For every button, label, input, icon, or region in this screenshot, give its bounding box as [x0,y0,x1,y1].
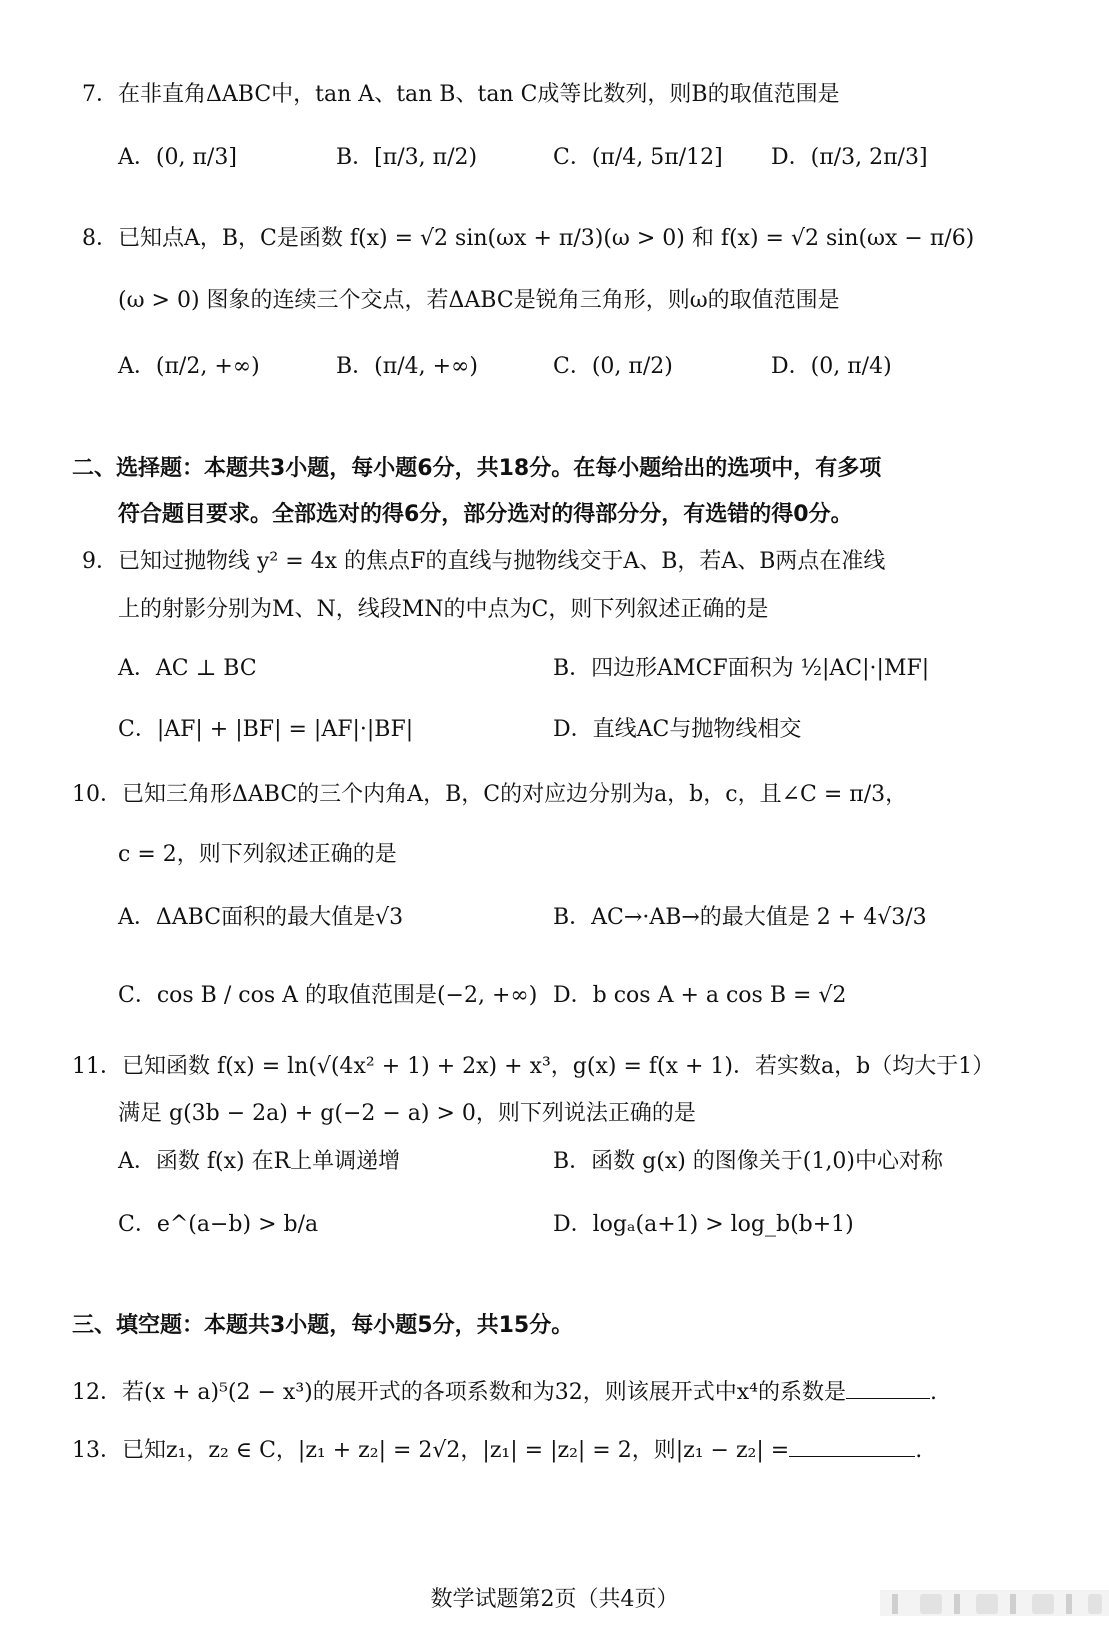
scan-marks-icon [880,1588,1109,1616]
q7-stem: 7．在非直角ΔABC中，tan A、tan B、tan C成等比数列，则B的取值范围是 [82,82,840,107]
q11-option-a: A．函数 f(x) 在R上单调递增 [118,1149,401,1174]
q13-stem-end: . [915,1438,923,1463]
q11-option-c: C．e^(a−b) > b/a [118,1212,319,1237]
q10-option-b: B．AC→·AB→的最大值是 2 + 4√3/3 [553,905,927,930]
q9-option-c: C．|AF| + |BF| = |AF|·|BF| [118,717,414,742]
page-footer: 数学试题第2页（共4页） [430,1587,679,1612]
q11-option-d: D．logₐ(a+1) > log_b(b+1) [553,1212,854,1237]
q11-stem-line1: 11．已知函数 f(x) = ln(√(4x² + 1) + 2x) + x³，g(x) = f(x + 1)．若实数a，b（均大于1） [72,1054,995,1079]
q12-stem-text: 12．若(x + a)⁵(2 − x³)的展开式的各项系数和为32，则该展开式中x⁴的系数是 [72,1380,846,1405]
q8-stem-line2: (ω > 0) 图象的连续三个交点，若ΔABC是锐角三角形，则ω的取值范围是 [118,288,840,313]
q8-stem-line1: 8．已知点A，B，C是函数 f(x) = √2 sin(ωx + π/3)(ω > 0) 和 f(x) = √2 sin(ωx − π/6) [82,226,975,251]
q9-option-a: A．AC ⊥ BC [118,656,257,681]
q10-stem-line1: 10．已知三角形ΔABC的三个内角A，B，C的对应边分别为a，b，c，且∠C = π/3， [72,782,908,807]
q9-option-b: B．四边形AMCF面积为 ½|AC|·|MF| [553,656,930,681]
q7-option-d: D．(π/3, 2π/3] [771,145,928,170]
q12-stem-end: . [929,1380,937,1405]
q13-answer-blank[interactable] [789,1436,915,1457]
q8-option-d: D．(0, π/4) [771,354,892,379]
section-2-heading-line2: 符合题目要求。全部选对的得6分，部分选对的得部分分，有选错的得0分。 [118,502,853,527]
q8-option-a: A．(π/2, +∞) [118,354,260,379]
section-3-heading: 三、填空题：本题共3小题，每小题5分，共15分。 [72,1313,574,1338]
section-2-heading-line1: 二、选择题：本题共3小题，每小题6分，共18分。在每小题给出的选项中，有多项 [72,456,882,481]
q8-option-c: C．(0, π/2) [553,354,673,379]
q9-option-d: D．直线AC与抛物线相交 [553,717,802,742]
q10-option-a: A．ΔABC面积的最大值是√3 [118,905,404,930]
q11-stem-line2: 满足 g(3b − 2a) + g(−2 − a) > 0，则下列说法正确的是 [118,1101,696,1126]
q10-option-c: C．cos B / cos A 的取值范围是(−2, +∞) [118,983,538,1008]
q9-stem-line2: 上的射影分别为M、N，线段MN的中点为C，则下列叙述正确的是 [118,597,769,622]
q8-option-b: B．(π/4, +∞) [336,354,478,379]
q7-option-a: A．(0, π/3] [118,145,237,170]
q7-option-b: B．[π/3, π/2) [336,145,478,170]
q11-option-b: B．函数 g(x) 的图像关于(1,0)中心对称 [553,1149,943,1174]
q10-stem-line2: c = 2，则下列叙述正确的是 [118,842,397,867]
q13-stem-text: 13．已知z₁，z₂ ∈ C，|z₁ + z₂| = 2√2，|z₁| = |z₂| = 2，则|z₁ − z₂| = [72,1438,790,1463]
q12-answer-blank[interactable] [846,1378,930,1399]
q10-option-d: D．b cos A + a cos B = √2 [553,983,847,1008]
q9-stem-line1: 9．已知过抛物线 y² = 4x 的焦点F的直线与抛物线交于A、B，若A、B两点在准线 [82,549,886,574]
q13-stem [72,1436,922,1462]
q12-stem [72,1378,937,1404]
q7-option-c: C．(π/4, 5π/12] [553,145,723,170]
